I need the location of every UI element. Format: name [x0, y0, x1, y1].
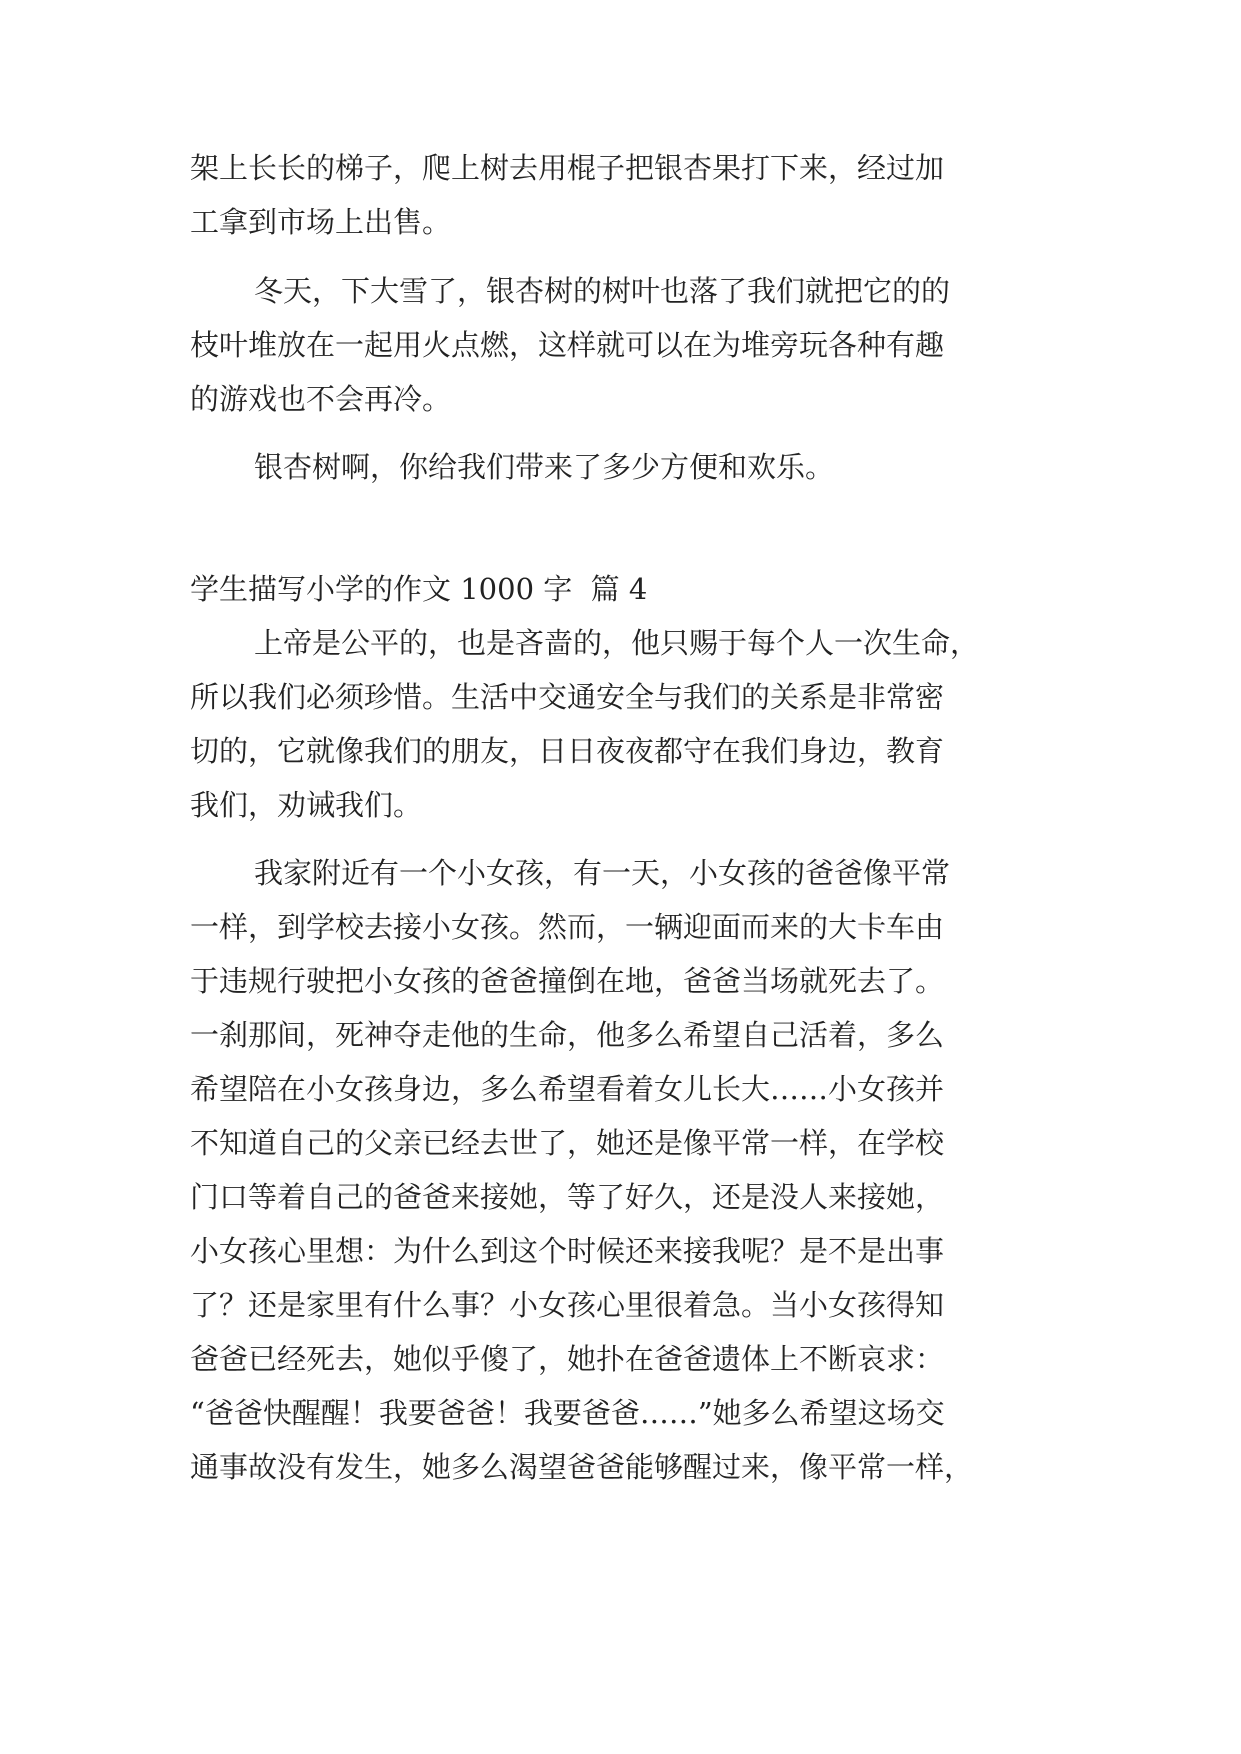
text-line: 不知道自己的父亲已经去世了，她还是像平常一样，在学校 — [190, 1126, 945, 1160]
text-line: 一刹那间，死神夺走他的生命，他多么希望自己活着，多么 — [190, 1018, 945, 1052]
text-line: 门口等着自己的爸爸来接她，等了好久，还是没人来接她， — [190, 1180, 945, 1214]
text-line: 工拿到市场上出售。 — [190, 205, 452, 239]
section-heading: 学生描写小学的作文 1000 字 篇 4 — [190, 572, 648, 606]
text-line: 银杏树啊，你给我们带来了多少方便和欢乐。 — [254, 450, 835, 484]
text-line: 我家附近有一个小女孩，有一天，小女孩的爸爸像平常 — [254, 856, 951, 890]
text-line: 爸爸已经死去，她似乎傻了，她扑在爸爸遗体上不断哀求： — [190, 1342, 945, 1376]
text-line: 一样，到学校去接小女孩。然而，一辆迎面而来的大卡车由 — [190, 910, 945, 944]
text-line: 上帝是公平的，也是吝啬的，他只赐于每个人一次生命， — [254, 626, 980, 660]
text-line: 希望陪在小女孩身边，多么希望看着女儿长大……小女孩并 — [190, 1072, 945, 1106]
text-line: 枝叶堆放在一起用火点燃，这样就可以在为堆旁玩各种有趣 — [190, 328, 945, 362]
text-line: 通事故没有发生，她多么渴望爸爸能够醒过来，像平常一样， — [190, 1450, 974, 1484]
text-line: 所以我们必须珍惜。生活中交通安全与我们的关系是非常密 — [190, 680, 945, 714]
text-line: 我们，劝诫我们。 — [190, 788, 423, 822]
text-line: 切的，它就像我们的朋友，日日夜夜都守在我们身边，教育 — [190, 734, 945, 768]
text-line: 于违规行驶把小女孩的爸爸撞倒在地，爸爸当场就死去了。 — [190, 964, 945, 998]
text-line: “爸爸快醒醒！我要爸爸！我要爸爸……”她多么希望这场交 — [190, 1396, 945, 1430]
text-line: 架上长长的梯子，爬上树去用棍子把银杏果打下来，经过加 — [190, 151, 945, 185]
text-line: 的游戏也不会再冷。 — [190, 382, 452, 416]
text-line: 了？还是家里有什么事？小女孩心里很着急。当小女孩得知 — [190, 1288, 945, 1322]
text-line: 小女孩心里想：为什么到这个时候还来接我呢？是不是出事 — [190, 1234, 945, 1268]
text-line: 冬天，下大雪了，银杏树的树叶也落了我们就把它的的 — [254, 274, 951, 308]
